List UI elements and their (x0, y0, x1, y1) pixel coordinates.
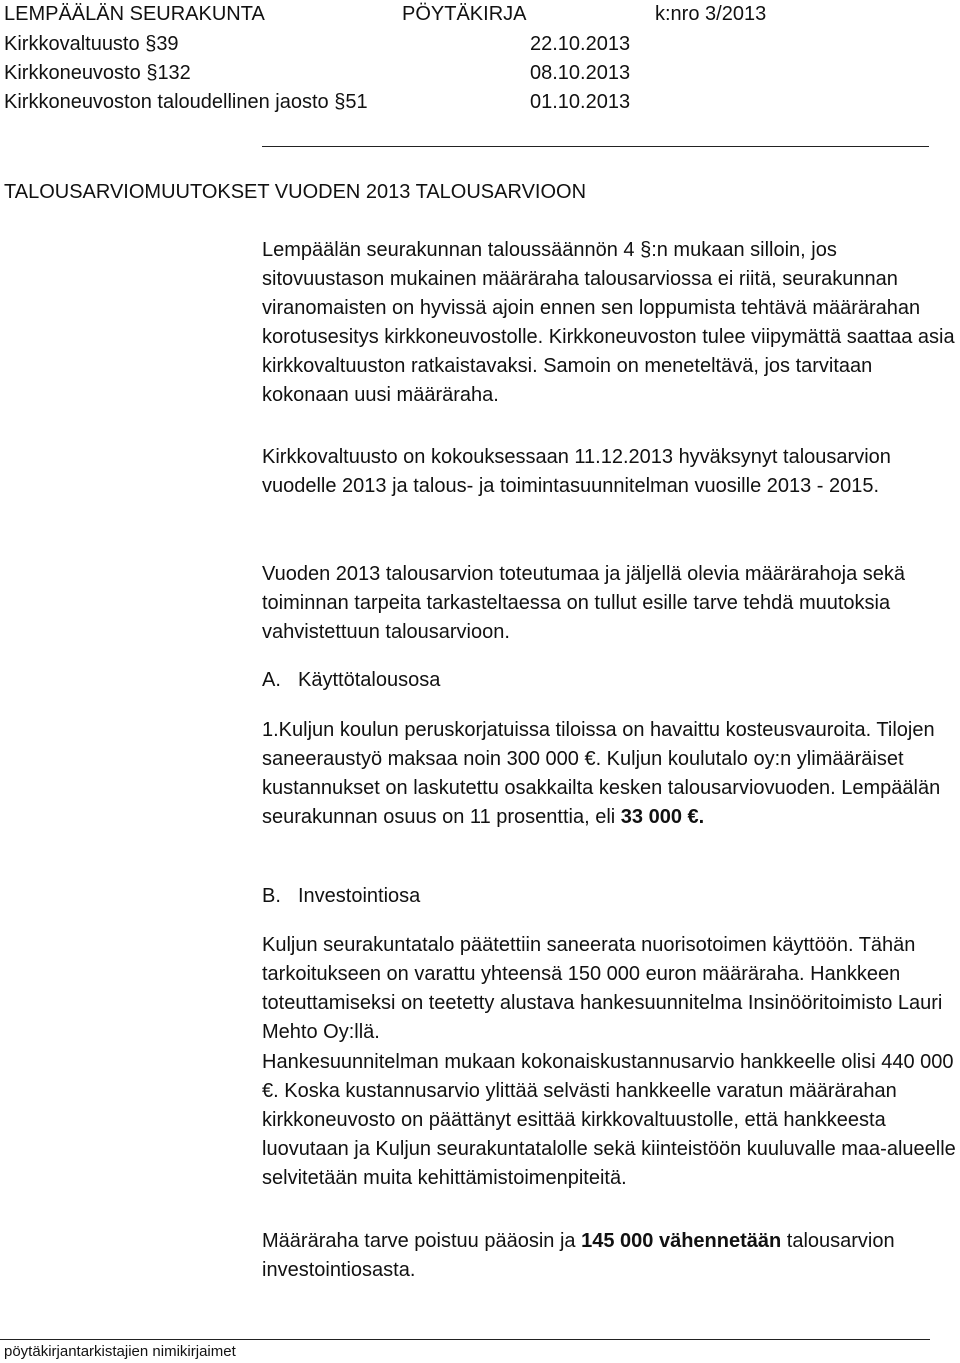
paragraph-text: Lempäälän seurakunnan taloussäännön 4 §:n mukaan silloin, jos sitovuustason mukainen määräraha talousarviossa ei riitä, seurakunnan viranomaisten on hyvissä ajoin ennen sen loppumista tehtävä määrärahan korotusesitys kirkkoneuvostolle. Kirkkoneuvoston tulee viipymättä saattaa asia kirkkovaltuuston ratkaistavaksi. Samoin on meneteltävä, jos tarvitaan kokonaan uusi määräraha. (262, 239, 955, 406)
paragraph-budget-rules (262, 236, 956, 410)
section-a-text (262, 716, 956, 832)
meeting-row-finance-section (4, 88, 704, 116)
footer-initials-label: pöytäkirjantarkistajien nimikirjaimet (4, 1343, 236, 1360)
meeting-date: 22.10.2013 (530, 33, 631, 55)
section-b-text-1 (262, 931, 956, 1047)
section-b-paragraph: Kuljun seurakuntatalo päätettiin saneerata nuorisotoimen käyttöön. Tähän tarkoitukseen on varattu yhteensä 150 000 euron määräraha. Hankkeen toteuttamiseksi on teetetty alustava hankesuunnitelma Insinööritoimisto Lauri Mehto Oy:llä. (262, 934, 943, 1043)
footer-divider (0, 1339, 930, 1340)
section-letter: A. (262, 669, 281, 691)
section-a-body: 1.Kuljun koulun peruskorjatuissa tiloissa on havaittu kosteusvauroita. Tilojen saneeraustyö maksaa noin 300 000 €. Kuljun koulutalo oy:n ylimääräiset kustannukset on laskutettu osakkailta kesken talousarviovuoden. Lempäälän seurakunnan osuus on 11 prosenttia, eli (262, 719, 941, 828)
paragraph-text: Vuoden 2013 talousarvion toteutumaa ja jäljellä olevia määrärahoja sekä toiminnan tarpeita tarkasteltaessa on tullut esille tarve tehdä muutoksia vahvistettuun talousarvioon. (262, 563, 906, 643)
section-b-reduction-amount: 145 000 vähennetään (581, 1230, 782, 1252)
document-number: k:nro 3/2013 (655, 3, 767, 25)
document-title: TALOUSARVIOMUUTOKSET VUODEN 2013 TALOUSARVIOON (4, 181, 587, 203)
document-type: PÖYTÄKIRJA (402, 3, 527, 25)
organization-name: LEMPÄÄLÄN SEURAKUNTA (4, 3, 265, 25)
section-heading: Investointiosa (298, 885, 421, 907)
paragraph-text: Kirkkovaltuusto on kokouksessaan 11.12.2013 hyväksynyt talousarvion vuodelle 2013 ja talous- ja toimintasuunnitelman vuosille 2013 - 2015. (262, 446, 891, 497)
meeting-date: 08.10.2013 (530, 62, 631, 84)
section-b-text-2 (262, 1048, 956, 1193)
section-b-text3-post: talousarvion investointiosasta. (262, 1230, 895, 1281)
section-symbol: § (334, 91, 346, 113)
meeting-section: 132 (157, 62, 191, 84)
section-symbol: § (145, 33, 157, 55)
header-divider (262, 146, 929, 147)
paragraph-budget-changes (262, 560, 956, 647)
section-symbol: § (146, 62, 158, 84)
meeting-body: Kirkkoneuvoston taloudellinen jaosto (4, 91, 329, 113)
paragraph-budget-approval (262, 443, 956, 501)
meeting-section: 39 (156, 33, 179, 55)
meeting-row-council (4, 30, 704, 58)
section-letter: B. (262, 885, 281, 907)
meeting-section: 51 (345, 91, 368, 113)
section-a-amount: 33 000 €. (620, 806, 705, 828)
meeting-body: Kirkkovaltuusto (4, 33, 140, 55)
section-b-paragraph: Hankesuunnitelman mukaan kokonaiskustannusarvio hankkeelle olisi 440 000 €. Koska kustannusarvio ylittää selvästi hankkeelle varatun määrärahan kirkkoneuvosto on päättänyt esittää kirkkovaltuustolle, että hankkeesta luovutaan ja Kuljun seurakuntatalolle sekä kiinteistöön kuuluvalle maa-alueelle selvitetään muita kehittämistoimenpiteitä. (262, 1051, 956, 1189)
meeting-row-board (4, 59, 704, 87)
section-b-heading (262, 882, 420, 911)
meeting-body: Kirkkoneuvosto (4, 62, 141, 84)
section-b-text3-pre: Määräraha tarve poistuu pääosin ja (262, 1230, 576, 1252)
meeting-date: 01.10.2013 (530, 91, 631, 113)
header-row-1 (4, 0, 767, 28)
section-a-heading (262, 666, 440, 695)
section-heading: Käyttötalousosa (298, 669, 441, 691)
section-b-text-3 (262, 1227, 956, 1285)
